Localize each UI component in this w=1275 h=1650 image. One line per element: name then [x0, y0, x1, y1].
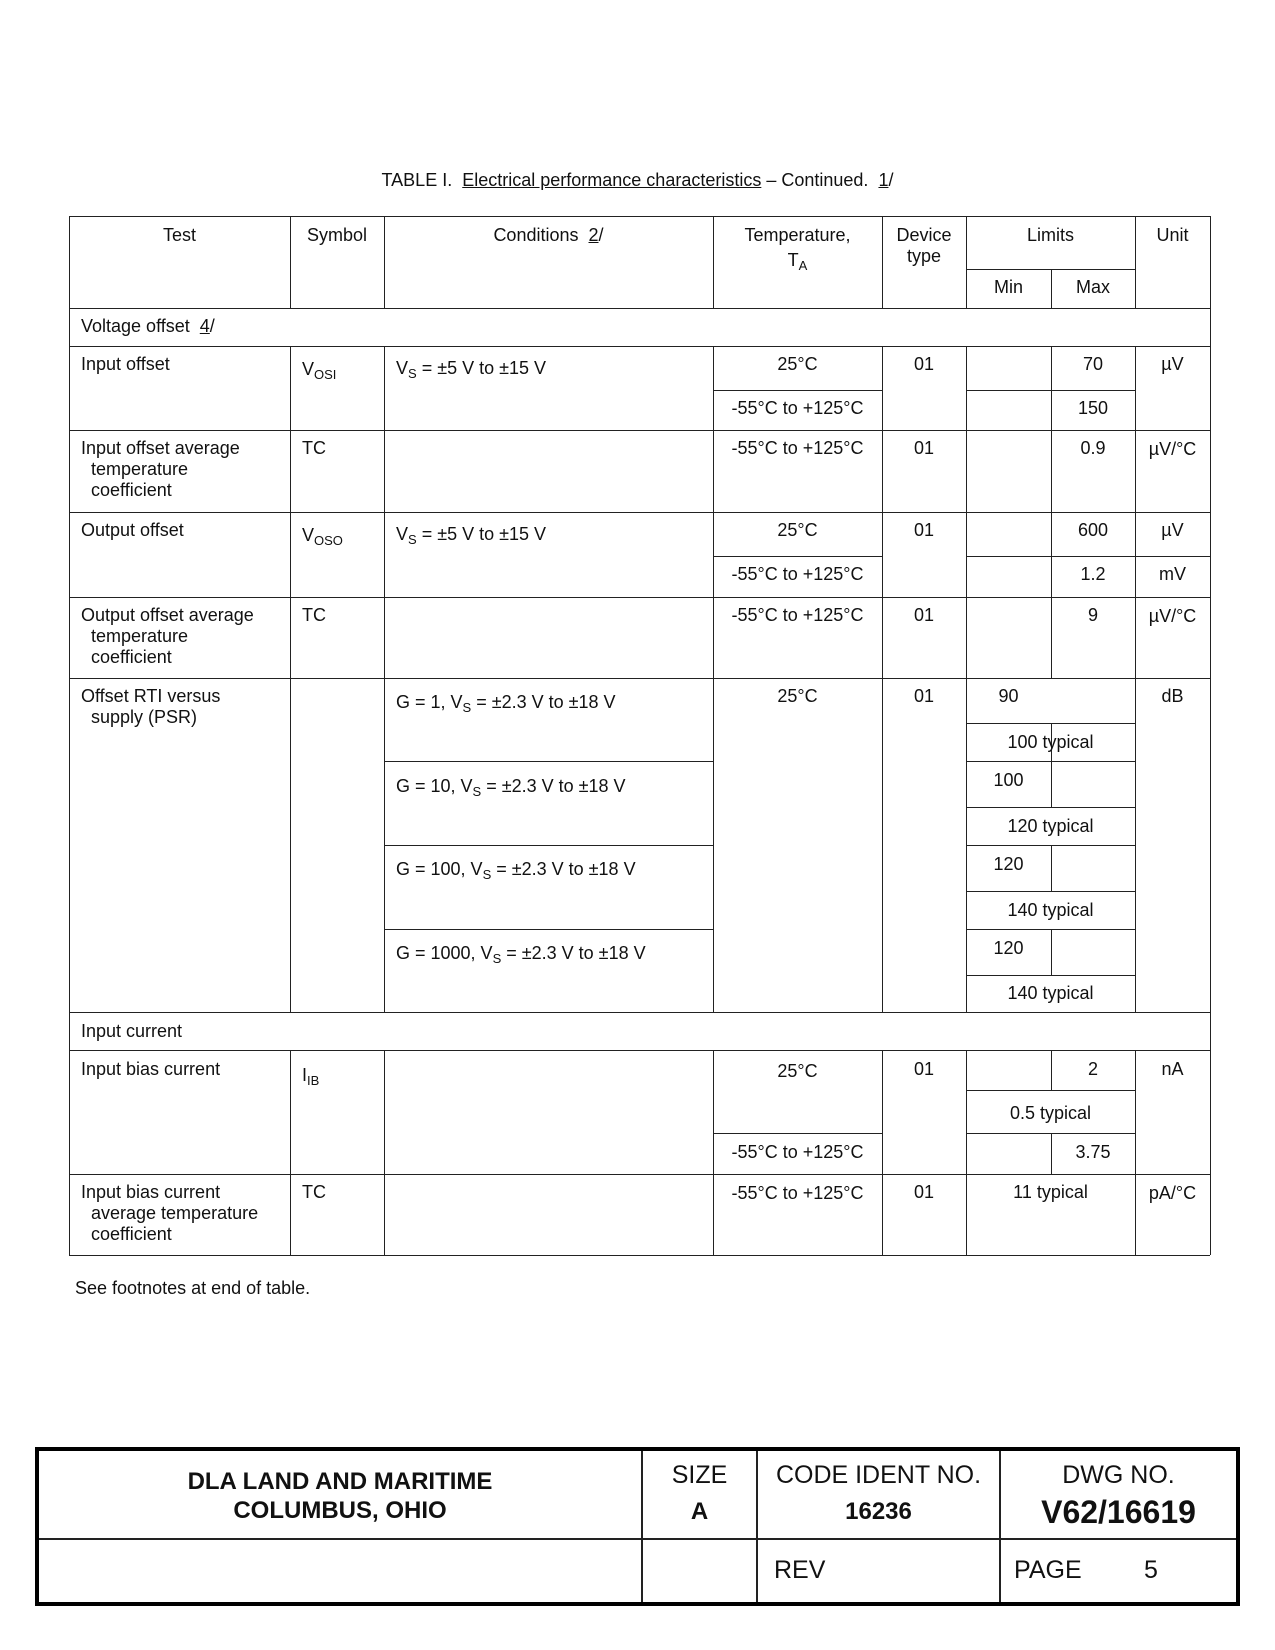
test-name: Input offset	[81, 354, 170, 374]
cond-post: = ±2.3 V to ±18 V	[481, 776, 626, 796]
footnote-ref: 1	[878, 170, 889, 190]
grid-line	[1051, 346, 1052, 678]
symbol	[302, 359, 336, 380]
grid-line	[966, 1133, 1135, 1134]
limit-typical: 140 typical	[1007, 900, 1094, 920]
dwg-no-label: DWG NO.	[1062, 1461, 1175, 1489]
header-conditions	[384, 225, 713, 246]
symbol-main: V	[302, 359, 315, 379]
grid-line	[882, 1050, 883, 1255]
device-type: 01	[913, 438, 935, 458]
grid-line	[69, 1012, 1210, 1013]
test-name-line2: supply (PSR)	[91, 707, 198, 727]
temp-sub: A	[798, 258, 808, 273]
table-title	[0, 170, 1275, 191]
grid-line	[69, 1174, 1210, 1175]
grid-line	[1051, 929, 1052, 975]
symbol	[302, 1065, 319, 1086]
grid-line	[69, 308, 1210, 309]
unit: mV	[1159, 564, 1186, 584]
cond-post: = ±5 V to ±15 V	[416, 358, 547, 378]
temperature: 25°C	[777, 1061, 818, 1081]
grid-line	[966, 269, 1135, 270]
grid-line	[384, 1050, 385, 1255]
header-conditions-label: Conditions	[493, 225, 579, 245]
title-block	[35, 1447, 1240, 1606]
grid-line	[966, 975, 1135, 976]
symbol	[302, 525, 343, 546]
temperature: -55°C to +125°C	[731, 605, 864, 625]
grid-line	[290, 346, 291, 1012]
rev-label: REV	[774, 1556, 826, 1584]
temperature: 25°C	[777, 354, 818, 374]
test-name-line3: coefficient	[91, 647, 172, 667]
device-type: 01	[913, 354, 935, 374]
footnote-note: See footnotes at end of table.	[75, 1278, 311, 1298]
grid-line	[69, 512, 1210, 513]
section-voltage-offset	[81, 316, 215, 337]
grid-line	[384, 845, 713, 846]
unit: nA	[1161, 1059, 1184, 1079]
section-label: Voltage offset	[81, 316, 190, 336]
conditions-g1000	[396, 943, 646, 964]
temperature: -55°C to +125°C	[731, 398, 864, 418]
conditions-g1	[396, 692, 616, 713]
test-name: Input bias current	[81, 1059, 221, 1079]
test-name-line2: temperature	[91, 626, 189, 646]
title-block-line	[39, 1538, 1236, 1540]
limit-min: 90	[998, 686, 1019, 706]
grid-line	[384, 761, 713, 762]
page-label: PAGE	[1014, 1556, 1082, 1584]
section-footnote-ref: 4	[199, 316, 210, 336]
limit-max: 9	[1087, 605, 1098, 625]
limit-typical: 120 typical	[1007, 816, 1094, 836]
conditions	[396, 358, 546, 379]
temperature: -55°C to +125°C	[731, 564, 864, 584]
limit-typical: 140 typical	[1007, 983, 1094, 1003]
grid-line	[1051, 761, 1052, 807]
grid-line	[713, 1133, 882, 1134]
grid-line	[966, 556, 1210, 557]
test-name: Output offset average	[81, 605, 254, 625]
symbol: TC	[302, 438, 326, 458]
grid-line	[69, 1050, 1210, 1051]
section-input-current: Input current	[81, 1021, 183, 1041]
footnote-slash: /	[888, 170, 894, 190]
test-name: Offset RTI versus	[81, 686, 221, 706]
cond-post: = ±5 V to ±15 V	[416, 524, 547, 544]
test-name-line2: average temperature	[91, 1203, 259, 1223]
cond-post: = ±2.3 V to ±18 V	[501, 943, 646, 963]
cond-sub: S	[408, 366, 417, 381]
organization-name: DLA LAND AND MARITIME	[187, 1468, 493, 1495]
test-name-line3: coefficient	[91, 480, 172, 500]
section-footnote-slash: /	[209, 316, 215, 336]
header-limits: Limits	[1026, 225, 1074, 245]
cond-pre: G = 1, V	[396, 692, 463, 712]
table-continued: – Continued.	[766, 170, 869, 190]
limit-max: 2	[1087, 1059, 1098, 1079]
code-ident-label: CODE IDENT NO.	[775, 1461, 982, 1489]
symbol-sub: IB	[307, 1073, 320, 1088]
limit-max: 70	[1082, 354, 1104, 374]
grid-line	[966, 1090, 1135, 1091]
table-title-text: Electrical performance characteristics	[462, 170, 762, 190]
grid-line	[69, 216, 1210, 217]
grid-line	[69, 346, 1210, 347]
limit-max: 3.75	[1075, 1142, 1111, 1162]
test-name-line2: temperature	[91, 459, 189, 479]
table-number: TABLE I.	[381, 170, 453, 190]
cond-pre: G = 10, V	[396, 776, 473, 796]
device-type: 01	[913, 1059, 935, 1079]
limit-typical: 11 typical	[1013, 1182, 1088, 1202]
page-number: 5	[1144, 1556, 1158, 1584]
temperature: 25°C	[777, 686, 818, 706]
grid-line	[1135, 1050, 1136, 1255]
limit-max: 0.9	[1080, 438, 1106, 458]
device-type: 01	[913, 605, 935, 625]
temperature: -55°C to +125°C	[731, 438, 864, 458]
grid-line	[966, 1050, 967, 1255]
header-max: Max	[1075, 277, 1110, 297]
symbol: TC	[302, 1182, 326, 1202]
unit: dB	[1161, 686, 1184, 706]
header-device-type-2: type	[906, 246, 942, 266]
conditions-footnote-ref: 2	[588, 225, 599, 245]
size-value: A	[690, 1498, 709, 1525]
cond-sub: S	[482, 867, 492, 882]
header-symbol: Symbol	[306, 225, 368, 245]
dwg-no-value: V62/16619	[1041, 1494, 1196, 1530]
unit: µV/°C	[1148, 606, 1197, 626]
header-temperature: Temperature,	[744, 225, 851, 245]
cond-post: = ±2.3 V to ±18 V	[471, 692, 616, 712]
unit: pA/°C	[1148, 1183, 1197, 1203]
symbol-main: V	[302, 525, 315, 545]
device-type: 01	[913, 686, 935, 706]
limit-typical: 100 typical	[1007, 732, 1094, 752]
grid-line	[384, 929, 713, 930]
symbol-main: I	[302, 1065, 308, 1085]
header-min: Min	[993, 277, 1023, 297]
limit-max: 150	[1077, 398, 1109, 418]
grid-line	[384, 346, 385, 1012]
grid-line	[1051, 845, 1052, 891]
size-label: SIZE	[671, 1461, 728, 1489]
grid-line	[966, 807, 1135, 808]
grid-line	[69, 1255, 1210, 1256]
limit-max: 1.2	[1080, 564, 1106, 584]
temperature: -55°C to +125°C	[731, 1183, 864, 1203]
organization-location: COLUMBUS, OHIO	[233, 1497, 447, 1524]
code-ident-value: 16236	[845, 1498, 912, 1525]
test-name-line3: coefficient	[91, 1224, 172, 1244]
symbol: TC	[302, 605, 326, 625]
test-name: Output offset	[81, 520, 184, 540]
header-test: Test	[162, 225, 196, 245]
conditions-g100	[396, 859, 636, 880]
cond-sub: S	[462, 700, 472, 715]
cond-sub: S	[408, 532, 417, 547]
cond-sub: S	[492, 951, 502, 966]
header-temperature-symbol	[713, 250, 882, 271]
header-device-type: Device	[896, 225, 952, 245]
unit: µV/°C	[1148, 439, 1197, 459]
grid-line	[290, 1050, 291, 1255]
cond-post: = ±2.3 V to ±18 V	[491, 859, 636, 879]
conditions	[396, 524, 546, 545]
grid-line	[69, 216, 70, 1255]
conditions-footnote-slash: /	[598, 225, 604, 245]
temperature: -55°C to +125°C	[731, 1142, 864, 1162]
grid-line	[713, 556, 882, 557]
temperature: 25°C	[777, 520, 818, 540]
limit-max: 600	[1077, 520, 1109, 540]
symbol-sub: OSI	[314, 367, 337, 382]
limit-typical: 0.5 typical	[1009, 1103, 1092, 1123]
grid-line	[966, 390, 1135, 391]
cond-pre: G = 100, V	[396, 859, 483, 879]
grid-line	[69, 430, 1210, 431]
grid-line	[713, 390, 882, 391]
symbol-sub: OSO	[314, 533, 343, 548]
conditions-g10	[396, 776, 626, 797]
test-name: Input bias current	[81, 1182, 221, 1202]
cond-pre: G = 1000, V	[396, 943, 493, 963]
device-type: 01	[913, 520, 935, 540]
grid-line	[966, 891, 1135, 892]
cond-sub: S	[472, 784, 482, 799]
test-name: Input offset average	[81, 438, 240, 458]
header-unit: Unit	[1156, 225, 1189, 245]
limit-min: 120	[993, 854, 1024, 874]
cond-pre: V	[396, 524, 409, 544]
temp-sym: T	[787, 250, 799, 270]
unit: µV	[1161, 520, 1184, 540]
grid-line	[69, 678, 1210, 679]
grid-line	[69, 597, 1210, 598]
cond-pre: V	[396, 358, 409, 378]
device-type: 01	[913, 1182, 935, 1202]
unit: µV	[1161, 354, 1184, 374]
grid-line	[1210, 216, 1211, 1255]
limit-min: 100	[993, 770, 1024, 790]
limit-min: 120	[993, 938, 1024, 958]
